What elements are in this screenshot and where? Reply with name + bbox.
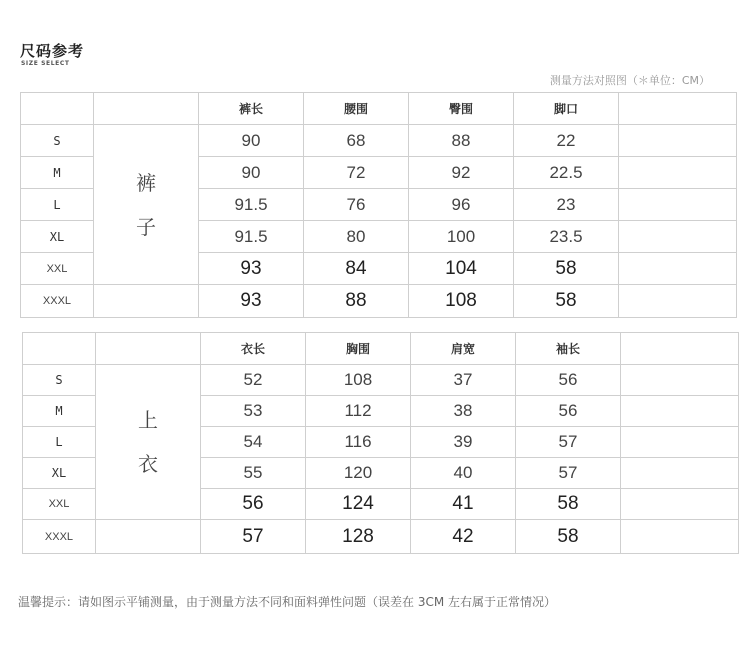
- value-cell: 108: [306, 365, 411, 396]
- value-cell: 100: [409, 221, 514, 253]
- header-cell-empty: [23, 333, 96, 365]
- value-cell: 23.5: [514, 221, 619, 253]
- column-header: 臀围: [409, 93, 514, 125]
- size-label: XL: [23, 458, 96, 489]
- value-cell: 93: [199, 285, 304, 318]
- header-cell-empty: [96, 333, 201, 365]
- empty-cell: [619, 157, 737, 189]
- size-label: XXXL: [21, 285, 94, 318]
- value-cell: 53: [201, 396, 306, 427]
- column-header: 衣长: [201, 333, 306, 365]
- value-cell: 56: [516, 396, 621, 427]
- value-cell: 57: [516, 458, 621, 489]
- size-label: S: [21, 125, 94, 157]
- category-char: 裤: [136, 170, 156, 195]
- value-cell: 128: [306, 520, 411, 554]
- empty-cell: [94, 285, 199, 318]
- header-cell-empty: [21, 93, 94, 125]
- value-cell: 84: [304, 253, 409, 285]
- size-label: XXL: [23, 489, 96, 520]
- value-cell: 42: [411, 520, 516, 554]
- size-label: L: [21, 189, 94, 221]
- size-label: M: [21, 157, 94, 189]
- empty-cell: [619, 189, 737, 221]
- empty-cell: [621, 520, 739, 554]
- column-header: 胸围: [306, 333, 411, 365]
- column-header: 腰围: [304, 93, 409, 125]
- empty-cell: [96, 520, 201, 554]
- header-cell-empty: [94, 93, 199, 125]
- table-row: [21, 125, 737, 157]
- value-cell: 58: [516, 520, 621, 554]
- column-header: 袖长: [516, 333, 621, 365]
- value-cell: 93: [199, 253, 304, 285]
- empty-cell: [619, 253, 737, 285]
- value-cell: 90: [199, 125, 304, 157]
- value-cell: 90: [199, 157, 304, 189]
- value-cell: 22: [514, 125, 619, 157]
- value-cell: 80: [304, 221, 409, 253]
- value-cell: 39: [411, 427, 516, 458]
- value-cell: 56: [516, 365, 621, 396]
- column-header: 肩宽: [411, 333, 516, 365]
- value-cell: 38: [411, 396, 516, 427]
- value-cell: 57: [201, 520, 306, 554]
- empty-cell: [621, 365, 739, 396]
- table-row: [21, 285, 737, 318]
- value-cell: 22.5: [514, 157, 619, 189]
- size-label: S: [23, 365, 96, 396]
- value-cell: 104: [409, 253, 514, 285]
- unit-note: 测量方法对照图（＊单位：CM）: [549, 74, 710, 87]
- value-cell: 58: [516, 489, 621, 520]
- empty-cell: [621, 489, 739, 520]
- page-title: 尺码参考: [20, 42, 85, 60]
- column-header: 脚口: [514, 93, 619, 125]
- value-cell: 76: [304, 189, 409, 221]
- value-cell: 41: [411, 489, 516, 520]
- header-cell-empty: [619, 93, 737, 125]
- table-row: [23, 365, 739, 396]
- category-label: [96, 365, 201, 520]
- category-label: [94, 125, 199, 285]
- category-char: 衣: [138, 452, 158, 476]
- empty-cell: [619, 285, 737, 318]
- value-cell: 91.5: [199, 221, 304, 253]
- size-label: M: [23, 396, 96, 427]
- value-cell: 88: [304, 285, 409, 318]
- empty-cell: [621, 396, 739, 427]
- value-cell: 23: [514, 189, 619, 221]
- value-cell: 108: [409, 285, 514, 318]
- pants-size-table: [20, 92, 737, 318]
- size-label: XL: [21, 221, 94, 253]
- value-cell: 55: [201, 458, 306, 489]
- empty-cell: [619, 125, 737, 157]
- size-label: L: [23, 427, 96, 458]
- page-subtitle: SIZE SELECT: [21, 60, 70, 67]
- category-char: 子: [136, 214, 156, 239]
- column-header: 裤长: [199, 93, 304, 125]
- value-cell: 54: [201, 427, 306, 458]
- tops-size-table: [22, 332, 739, 554]
- value-cell: 52: [201, 365, 306, 396]
- value-cell: 120: [306, 458, 411, 489]
- empty-cell: [621, 458, 739, 489]
- value-cell: 58: [514, 253, 619, 285]
- value-cell: 116: [306, 427, 411, 458]
- value-cell: 91.5: [199, 189, 304, 221]
- value-cell: 57: [516, 427, 621, 458]
- value-cell: 37: [411, 365, 516, 396]
- value-cell: 58: [514, 285, 619, 318]
- value-cell: 112: [306, 396, 411, 427]
- category-char: 上: [138, 408, 158, 432]
- table-header-row: [23, 333, 739, 365]
- size-label: XXXL: [23, 520, 96, 554]
- value-cell: 68: [304, 125, 409, 157]
- table-header-row: [21, 93, 737, 125]
- value-cell: 96: [409, 189, 514, 221]
- value-cell: 56: [201, 489, 306, 520]
- value-cell: 88: [409, 125, 514, 157]
- measurement-tip: 温馨提示：请如图示平铺测量，由于测量方法不同和面料弹性问题（误差在 3CM 左右属于正常情况）: [18, 595, 556, 609]
- value-cell: 40: [411, 458, 516, 489]
- size-label: XXL: [21, 253, 94, 285]
- value-cell: 92: [409, 157, 514, 189]
- empty-cell: [619, 221, 737, 253]
- table-row: [23, 520, 739, 554]
- value-cell: 124: [306, 489, 411, 520]
- header-cell-empty: [621, 333, 739, 365]
- empty-cell: [621, 427, 739, 458]
- value-cell: 72: [304, 157, 409, 189]
